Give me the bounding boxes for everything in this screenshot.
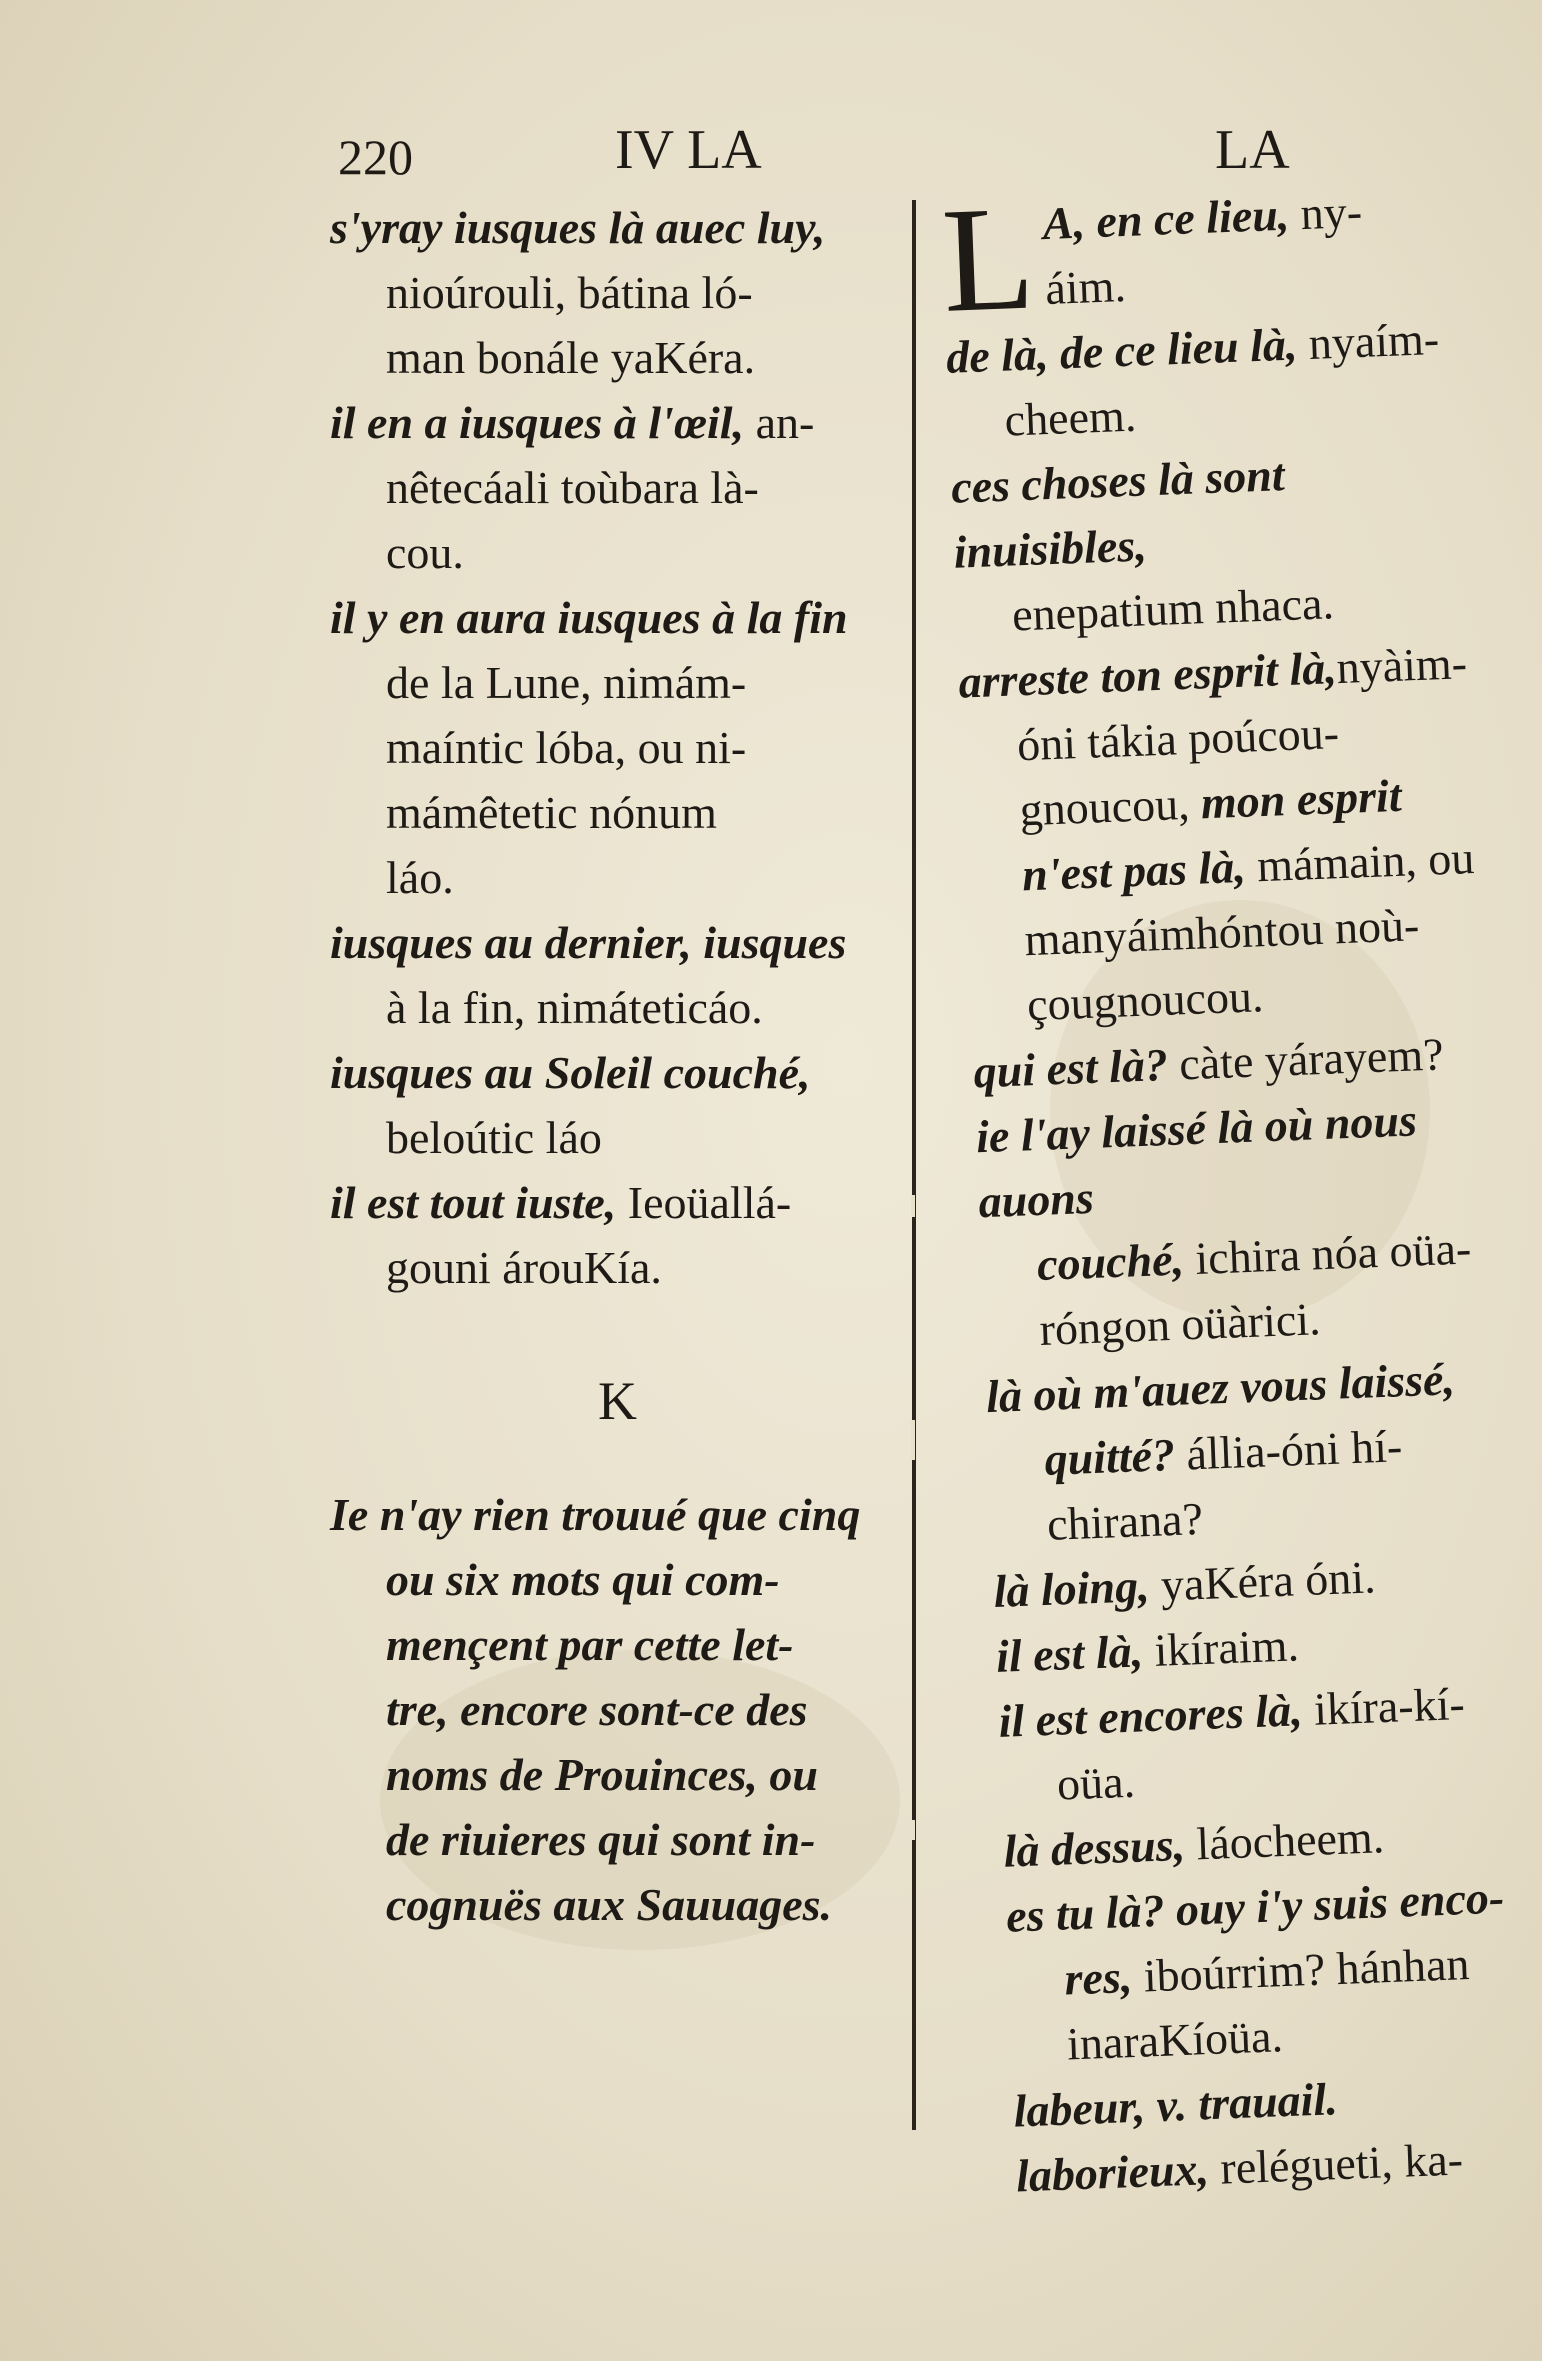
carib-translation: láo. bbox=[386, 852, 454, 903]
french-term: iusques au dernier, iusques bbox=[330, 917, 847, 968]
divider-gap bbox=[911, 1195, 915, 1217]
carib-translation: càte yárayem? bbox=[1178, 1028, 1445, 1090]
carib-translation: de la Lune, nimám- bbox=[386, 657, 747, 708]
column-divider bbox=[912, 200, 916, 2130]
carib-translation: nyàim- bbox=[1335, 637, 1468, 694]
carib-translation: yaKéra óni. bbox=[1159, 1551, 1377, 1611]
note-line: de riuieres qui sont in- bbox=[386, 1814, 816, 1865]
carib-translation: oüa. bbox=[1056, 1755, 1136, 1810]
french-term: là loing, bbox=[992, 1560, 1151, 1617]
french-term: qui est là? bbox=[972, 1038, 1169, 1098]
divider-gap bbox=[911, 1820, 915, 1840]
carib-translation: ikíraim. bbox=[1153, 1619, 1300, 1676]
french-term: il en a iusques à l'œil, bbox=[330, 397, 745, 448]
french-term: iusques au Soleil couché, bbox=[330, 1047, 811, 1098]
french-term: il y en aura iusques à la fin bbox=[330, 592, 848, 643]
french-term: n'est pas là, bbox=[1021, 840, 1247, 901]
dictionary-entry bbox=[330, 585, 905, 910]
note-line: mençent par cette let- bbox=[386, 1619, 794, 1670]
carib-translation: enepatium nhaca. bbox=[1011, 577, 1335, 641]
french-term: mon esprit bbox=[1199, 769, 1403, 829]
carib-translation: relégueti, ka- bbox=[1219, 2133, 1464, 2194]
left-column bbox=[330, 195, 905, 1937]
carib-translation: cheem. bbox=[1003, 389, 1138, 446]
note-line: noms de Prouinces, ou bbox=[386, 1749, 818, 1800]
carib-translation: óni tákia poúcou- bbox=[1016, 707, 1340, 771]
note-line: Ie n'ay rien trouué que cinq bbox=[330, 1489, 861, 1540]
french-term: arreste ton esprit là, bbox=[957, 642, 1338, 708]
section-note bbox=[330, 1482, 905, 1937]
carib-translation: inaraKíoüa. bbox=[1066, 2010, 1284, 2070]
dictionary-entry bbox=[330, 1040, 905, 1170]
french-term: laborieux, bbox=[1015, 2143, 1210, 2202]
note-line: tre, encore sont-ce des bbox=[386, 1684, 808, 1735]
left-running-title: IV LA bbox=[615, 119, 762, 181]
french-term: labeur, v. trauail. bbox=[1012, 2073, 1339, 2137]
carib-translation: nêtecáali toùbara là- bbox=[386, 462, 759, 513]
dictionary-entry bbox=[330, 910, 905, 1040]
french-term: ces choses là sont inuisibles, bbox=[950, 449, 1286, 578]
dictionary-entry bbox=[330, 1170, 905, 1300]
french-term: là dessus, bbox=[1002, 1818, 1186, 1877]
carib-translation: mámain, ou bbox=[1256, 832, 1476, 892]
carib-translation: ikíra-kí- bbox=[1313, 1677, 1466, 1735]
french-term: quitté? bbox=[1043, 1428, 1176, 1485]
carib-translation: Ieoüallá- bbox=[627, 1177, 792, 1228]
french-term: es tu là? ouy i'y suis enco- bbox=[1005, 1871, 1506, 1942]
divider-gap bbox=[911, 1420, 915, 1460]
french-term: res, bbox=[1063, 1950, 1134, 2005]
section-heading-letter: K bbox=[598, 1371, 637, 1431]
carib-translation: chirana? bbox=[1046, 1492, 1204, 1550]
note-line: cognuës aux Sauuages. bbox=[386, 1879, 833, 1930]
french-term: là où m'auez vous laissé, bbox=[985, 1353, 1456, 1423]
french-term: s'yray iusques là auec luy, bbox=[330, 202, 826, 253]
carib-translation: áim. bbox=[1044, 259, 1127, 315]
dictionary-entry bbox=[330, 390, 905, 585]
carib-translation: gnoucou, bbox=[1018, 777, 1191, 836]
carib-translation: cou. bbox=[386, 527, 464, 578]
carib-translation: ny- bbox=[1299, 185, 1363, 240]
carib-translation: mámêtetic nónum bbox=[386, 787, 717, 838]
carib-translation: manyáimhóntou noù- bbox=[1023, 899, 1421, 966]
french-term: il est encores là, bbox=[997, 1684, 1304, 1747]
carib-translation: man bonále yaKéra. bbox=[386, 332, 756, 383]
carib-translation: róngon oüàrici. bbox=[1038, 1293, 1322, 1355]
dictionary-line bbox=[950, 434, 1485, 584]
right-running-title: LA bbox=[1215, 119, 1290, 181]
french-term: ie l'ay laissé là où nous auons bbox=[975, 1094, 1418, 1228]
carib-translation: ichira nóa oüa- bbox=[1194, 1222, 1473, 1284]
french-term: A, en ce lieu, bbox=[1041, 188, 1291, 250]
carib-translation: láocheem. bbox=[1195, 1811, 1386, 1870]
carib-translation: çougnoucou. bbox=[1026, 970, 1265, 1031]
drop-cap-initial: L bbox=[939, 174, 1038, 344]
carib-translation: maíntic lóba, ou ni- bbox=[386, 722, 747, 773]
dictionary-entry bbox=[330, 195, 905, 390]
note-line: ou six mots qui com- bbox=[386, 1554, 780, 1605]
carib-translation: à la fin, nimáteticáo. bbox=[386, 982, 763, 1033]
right-column bbox=[940, 175, 1542, 2209]
carib-translation: állia-óni hí- bbox=[1185, 1420, 1404, 1480]
carib-translation: nioúrouli, bátina ló- bbox=[386, 267, 753, 318]
french-term: de là, de ce lieu là, bbox=[945, 318, 1299, 383]
page-number: 220 bbox=[338, 129, 413, 185]
french-term: couché, bbox=[1036, 1233, 1185, 1291]
carib-translation: an- bbox=[755, 397, 815, 448]
carib-translation: nyaím- bbox=[1307, 312, 1440, 369]
carib-translation: gouni árouKía. bbox=[386, 1242, 662, 1293]
dictionary-line bbox=[975, 1084, 1510, 1234]
carib-translation: beloútic láo bbox=[386, 1112, 602, 1163]
french-term: il est là, bbox=[995, 1625, 1144, 1682]
french-term: il est tout iuste, bbox=[330, 1177, 617, 1228]
carib-translation: iboúrrim? hánhan bbox=[1142, 1938, 1471, 2002]
